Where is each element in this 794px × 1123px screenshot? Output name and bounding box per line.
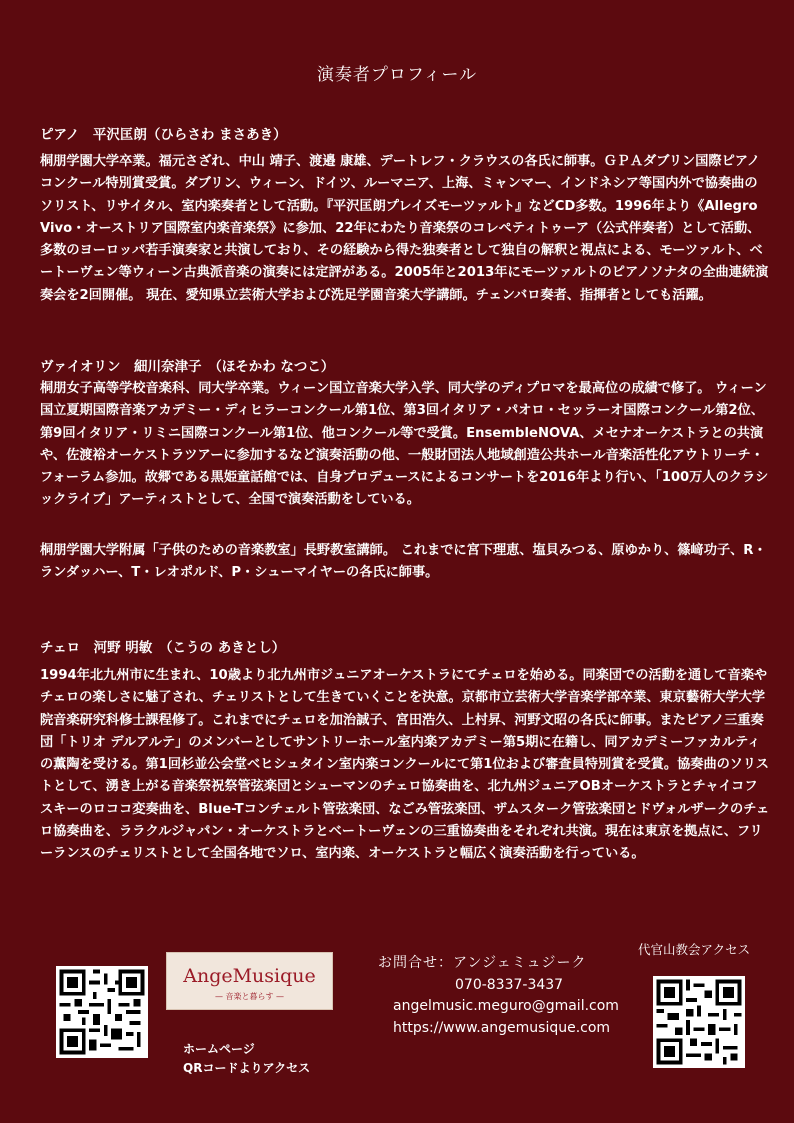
- contact-phone[interactable]: 070-8337-3437: [455, 977, 564, 993]
- access-qr-code-icon[interactable]: [653, 976, 745, 1068]
- violin-heading: ヴァイオリン 細川奈津子 （ほそかわ なつこ）: [40, 359, 335, 375]
- logo-text: AngeMusique: [183, 965, 316, 987]
- cello-heading: チェロ 河野 明敏 （こうの あきとし）: [40, 640, 286, 656]
- logo-subtext: — 音楽と暮らす —: [214, 992, 285, 1001]
- piano-bio: 桐朋学園大学卒業。福元さざれ、中山 靖子、渡邉 康雄、デートレフ・クラウスの各氏に師事。ＧＰＡダブリン国際ピアノコンクール特別賞受賞。ダブリン、ウィーン、ドイツ、ルーマニア、上海、ミャンマー、インドネシア等国内外で協奏曲のソリスト、リサイタル、室内楽奏者として活動。『平沢匡朗プレイズモーツァルト』などCD多数。1996年より《Allegro Vivo・オーストリア国際室内楽音楽祭》に参加、22年にわたり音楽祭のコレペティトゥーア（公式伴奏者）として活動、多数のヨーロッパ若手演奏家と共演しており、その経験から得た独奏者として独自の解釈と視点による、モーツァルト、ベートーヴェン等ウィーン古典派音楽の演奏には定評がある。2005年と2013年にモーツァルトのピアノソナタの全曲連続演奏会を2回開催。 現在、愛知県立芸術大学および洗足学園音楽大学講師。チェンバロ奏者、指揮者としても活躍。: [40, 154, 769, 303]
- contact-title: お問合せ：アンジェミュジーク: [378, 955, 587, 971]
- cello-bio: 1994年北九州市に生まれ、10歳より北九州市ジュニアオーケストラにてチェロを始める。同楽団での活動を通して音楽やチェロの楽しさに魅了され、チェリストとして生きていくことを決意。京都市立芸術大学音楽学部卒業、東京藝術大学大学院音楽研究科修士課程修了。これまでにチェロを加治誠子、宮田浩久、上村昇、河野文昭の各氏に師事。またピアノ三重奏団「トリオ デルアルテ」のメンバーとしてサントリーホール室内楽アカデミー第5期に在籍し、同アカデミーファカルティの薫陶を受ける。第1回杉並公会堂ベヒシュタイン室内楽コンクールにて第1位および審査員特別賞を受賞。協奏曲のソリストとして、湧き上がる音楽祭祝祭管弦楽団とシューマンのチェロ協奏曲を、北九州ジュニアOBオーケストラとチャイコフスキーのロココ変奏曲を、Blue-Tコンチェルト管弦楽団、なごみ管弦楽団、ザムスターク管弦楽団とドヴォルザークのチェロ協奏曲を、ララクルジャパン・オーケストラとベートーヴェンの三重協奏曲をそれぞれ共演。現在は東京を拠点に、フリーランスのチェリストとして全国各地でソロ、室内楽、オーケストラと幅広く演奏活動を行っている。: [40, 668, 770, 862]
- piano-heading: ピアノ 平沢匡朗（ひらさわ まさあき）: [40, 127, 287, 143]
- contact-url[interactable]: https://www.angemusique.com: [393, 1020, 611, 1036]
- homepage-caption-line1: ホームページ: [183, 1042, 255, 1056]
- homepage-qr-code-icon[interactable]: [56, 966, 148, 1058]
- homepage-caption-line2: QRコードよりアクセス: [183, 1061, 311, 1075]
- access-caption: 代官山教会アクセス: [638, 942, 751, 957]
- homepage-caption: [183, 1040, 310, 1078]
- page-title: 演奏者プロフィール: [316, 65, 478, 85]
- violin-bio: 桐朋女子高等学校音楽科、同大学卒業。ウィーン国立音楽大学入学、同大学のディプロマを最高位の成績で修了。 ウィーン国立夏期国際音楽アカデミー・ディヒラーコンクール第1位、第3回イタリア・パオロ・セッラーオ国際コンクール第2位、第9回イタリア・リミニ国際コンクール第1位、他コンクール等で受賞。EnsembleNOVA、メセナオーケストラとの共演や、佐渡裕オーケストラツアーに参加するなど演奏活動の他、一般財団法人地域創造公共ホール音楽活性化アウトリーチ・フォーラム参加。故郷である黒姫童話館では、自身プロデュースによるコンサートを2016年より行い、「100万人のクラシックライブ」アーティストとして、全国で演奏活動をしている。: [40, 381, 769, 508]
- violin-teaching: 桐朋学園大学附属「子供のための音楽教室」長野教室講師。 これまでに宮下理恵、塩貝みつる、原ゆかり、篠﨑功子、R・ランダッハー、T・レオポルド、P・シューマイヤーの各氏に師事。: [40, 543, 767, 581]
- angemusique-logo: [166, 952, 333, 1010]
- contact-email[interactable]: angelmusic.meguro@gmail.com: [393, 998, 619, 1014]
